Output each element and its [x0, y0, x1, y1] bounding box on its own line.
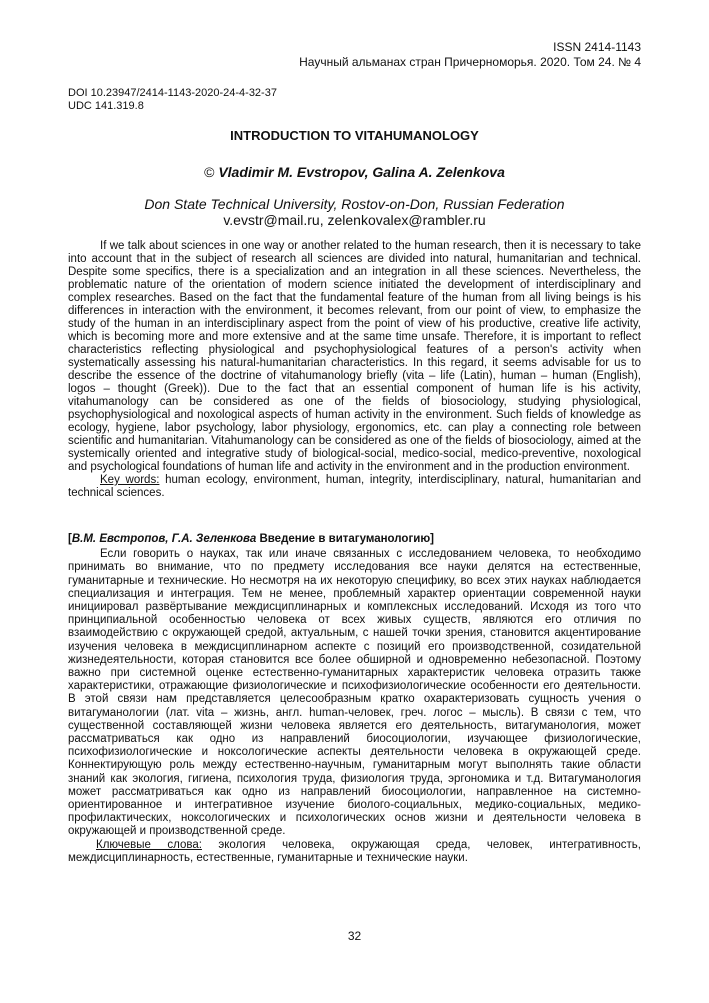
- article-meta: [68, 87, 277, 113]
- running-header: [299, 40, 641, 70]
- copyright-icon: ©: [204, 164, 215, 180]
- issn: ISSN 2414-1143: [553, 40, 641, 54]
- keywords-label: Key words:: [100, 474, 160, 486]
- article-title: INTRODUCTION TO VITAHUMANOLOGY: [230, 128, 479, 143]
- abstract-text: If we talk about sciences in one way or another related to the human research, then it is necessary to take into account that in the subject of research all sciences are divided into natural, humanitarian and technical. Despite some specifics, there is a specialization and an integration in all these sciences. Nevertheless, the problematic nature of the orientation of modern science initiated the development of interdisciplinary and complex researches. Based on the fact that the fundamental feature of the human from all living beings is his differences in interaction with the environment, it becomes relevant, from our point of view, to emphasize the study of the human in an interdisciplinary aspect from the point of view of his productive, creative life activity, which is becoming more and more extensive and at the same time unsafe. Therefore, it is important to reflect characteristics reflecting physiological and psychophysiological features of a person's activity when systematically assessing his natural-humanitarian characteristics. In this regard, it seems advisable for us to describe the essence of the doctrine of vitahumanology briefly (vita – life (Latin), human – human (English), logos – thought (Greek)). Due to the fact that an essential component of human life is his activity, vitahumanology can be considered as one of the fields of biosociology, studying physiological, psychophysiological and noxological aspects of human activity in the environment. Such fields of knowledge as ecology, hygiene, labor psychology, labor physiology, ergonomics, etc. can play a connecting role between scientific and humanitarian. Vitahumanology can be considered as one of the fields of biosociology, aimed at the systemically oriented and integrative study of biological-social, medico-social, medico-preventive, noxological and psychological foundations of human life and activity in the environment and in the production environment.: [68, 240, 641, 473]
- page-number: 32: [347, 929, 362, 943]
- author-emails[interactable]: v.evstr@mail.ru, zelenkovalex@rambler.ru: [223, 212, 486, 228]
- russian-keywords-label: Ключевые слова:: [96, 838, 202, 851]
- russian-open-bracket: [: [68, 533, 72, 545]
- abstract-section: [68, 240, 641, 500]
- article-authors: [68, 164, 641, 180]
- keywords-list: human ecology, environment, human, integrity, interdisciplinary, natural, humanitarian and technical sciences.: [68, 474, 641, 499]
- russian-keywords-list: экология человека, окружающая среда, человек, интегративность, междисциплинарность, естественные, гуманитарные и технические науки.: [68, 838, 641, 864]
- affiliation: Don State Technical University, Rostov-on-Don, Russian Federation: [144, 196, 565, 212]
- affiliation-block: [68, 196, 641, 228]
- doi[interactable]: DOI 10.23947/2414-1143-2020-24-4-32-37: [68, 87, 277, 99]
- russian-keywords-paragraph: [68, 839, 641, 865]
- russian-close-bracket: ]: [430, 533, 434, 545]
- journal-citation: Научный альманах стран Причерноморья. 2020. Том 24. № 4: [299, 55, 641, 69]
- russian-abstract-text: Если говорить о науках, так или иначе связанных с исследованием человека, то необходимо принимать во внимание, что по предмету исследования все науки делятся на естественные, гуманитарные и технические. Но несмотря на их некоторую специфику, во всех этих науках наблюдается специализация и интеграция. Тем не менее, проблемный характер ориентации современной науки инициировал развёртывание междисциплинарных и комплексных исследований. Исходя из того что принципиальной особенностью человека от всех живых существ, являются его отличия по взаимодействию с окружающей средой, актуальным, с нашей точки зрения, становится акцентирование изучения человека в междисциплинарном аспекте с позиций его производственной, созидательной жизнедеятельности, которая становится все более обширной и одновременно небезопасной. Поэтому важно при системной оценке естественно-гуманитарных характеристик человека отразить также характеристики, отражающие физиологические и психофизиологические особенности его деятельности. В этой связи нам представляется целесообразным кратко охарактеризовать сущность учения о витагуманологии (лат. vita – жизнь, англ. human-человек, греч. логос – мысль). В связи с тем, что существенной составляющей жизни человека является его деятельность, витагуманология, может рассматриваться как одно из направлений биосоциологии, изучающее физиологические, психофизиологические и ноксологические аспекты деятельности человека в окружающей среде. Коннектирующую роль между естественно-научным, гуманитарным могут выполнять такие области знаний как экология, гигиена, психология труда, физиология труда, эргономика и т.д. Витагуманология может рассматриваться как одно из направлений биосоциологии, направленное на системно-ориентированное и интегративное изучение биолого-социальных, медико-социальных, медико-профилактических, ноксологических и психологических основ жизни и деятельности человека в окружающей и производственной среде.: [68, 548, 641, 838]
- russian-authors: В.М. Евстропов, Г.А. Зеленкова: [71, 533, 257, 545]
- keywords-paragraph: [68, 474, 641, 500]
- author-names: Vladimir M. Evstropov, Galina A. Zelenkova: [218, 164, 505, 180]
- russian-title: Введение в витагуманологию: [259, 533, 431, 545]
- udc: UDC 141.319.8: [68, 100, 144, 112]
- russian-summary: [68, 533, 641, 865]
- russian-heading: [68, 533, 641, 546]
